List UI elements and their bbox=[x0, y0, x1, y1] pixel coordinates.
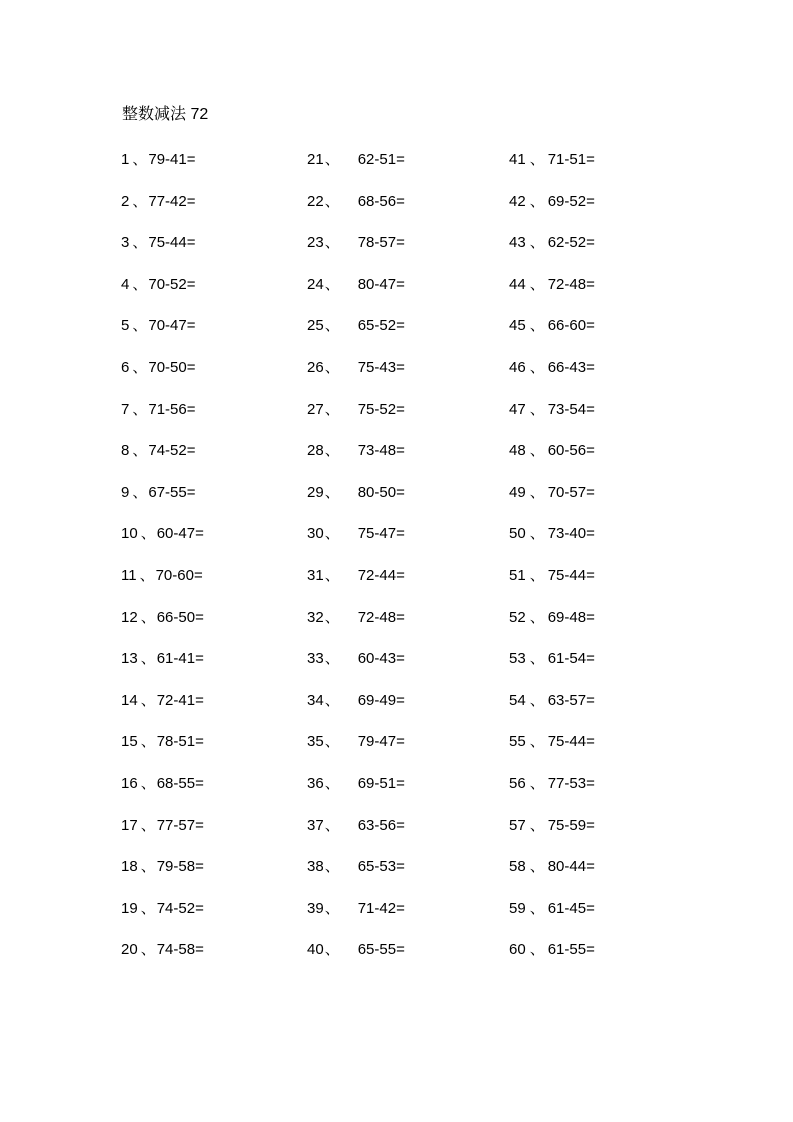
problem-number: 60 bbox=[509, 941, 526, 959]
problem-separator: 、 bbox=[324, 733, 340, 751]
problem-number: 9 bbox=[121, 483, 130, 501]
problem-item bbox=[307, 440, 405, 482]
problem-expression: 63-57= bbox=[547, 691, 595, 709]
problem-separator: 、 bbox=[529, 525, 545, 543]
problem-item bbox=[121, 399, 204, 441]
problem-expression: 65-53= bbox=[357, 858, 405, 876]
problem-number: 4 bbox=[121, 275, 130, 293]
problem-separator: 、 bbox=[140, 650, 156, 668]
problem-expression: 70-52= bbox=[148, 275, 196, 293]
problem-item bbox=[509, 232, 595, 274]
problem-expression: 61-54= bbox=[547, 650, 595, 668]
problem-number: 23 bbox=[307, 234, 324, 252]
problem-number: 10 bbox=[121, 525, 138, 543]
problem-number: 17 bbox=[121, 816, 138, 834]
problem-item bbox=[307, 149, 405, 191]
problem-separator: 、 bbox=[529, 816, 545, 834]
problem-number: 43 bbox=[509, 234, 526, 252]
problem-expression: 61-55= bbox=[547, 941, 595, 959]
problem-item bbox=[121, 482, 204, 524]
problem-number: 28 bbox=[307, 442, 324, 460]
problem-number: 15 bbox=[121, 733, 138, 751]
problem-expression: 73-54= bbox=[547, 400, 595, 418]
problem-expression: 78-51= bbox=[156, 733, 204, 751]
problem-item bbox=[509, 523, 595, 565]
problem-column-2 bbox=[307, 149, 405, 981]
problem-number: 44 bbox=[509, 275, 526, 293]
problem-expression: 70-60= bbox=[155, 566, 203, 584]
problem-separator: 、 bbox=[324, 608, 340, 626]
problem-separator: 、 bbox=[132, 483, 148, 501]
problem-item bbox=[509, 690, 595, 732]
problem-number: 59 bbox=[509, 899, 526, 917]
problem-separator: 、 bbox=[529, 608, 545, 626]
problem-number: 54 bbox=[509, 691, 526, 709]
problem-separator: 、 bbox=[324, 483, 340, 501]
problem-number: 50 bbox=[509, 525, 526, 543]
problem-item bbox=[509, 898, 595, 940]
problem-expression: 72-44= bbox=[357, 566, 405, 584]
problem-separator: 、 bbox=[139, 566, 155, 584]
problem-item bbox=[121, 191, 204, 233]
problem-separator: 、 bbox=[132, 192, 148, 210]
problem-expression: 65-55= bbox=[357, 941, 405, 959]
problem-expression: 71-56= bbox=[148, 400, 196, 418]
problem-item bbox=[509, 607, 595, 649]
problem-item bbox=[509, 482, 595, 524]
problem-item bbox=[121, 773, 204, 815]
problem-item bbox=[121, 648, 204, 690]
problem-separator: 、 bbox=[529, 275, 545, 293]
problem-expression: 80-44= bbox=[547, 858, 595, 876]
problem-number: 19 bbox=[121, 899, 138, 917]
problem-number: 51 bbox=[509, 566, 526, 584]
problem-item bbox=[121, 315, 204, 357]
problem-expression: 68-55= bbox=[156, 774, 204, 792]
problem-separator: 、 bbox=[140, 774, 156, 792]
problem-item bbox=[509, 731, 595, 773]
problem-expression: 72-41= bbox=[156, 691, 204, 709]
problem-number: 22 bbox=[307, 192, 324, 210]
problem-separator: 、 bbox=[324, 899, 340, 917]
problem-separator: 、 bbox=[140, 858, 156, 876]
problem-expression: 62-51= bbox=[357, 151, 405, 168]
problem-item bbox=[509, 274, 595, 316]
problem-item bbox=[121, 939, 204, 981]
problem-item bbox=[121, 898, 204, 940]
problem-expression: 79-47= bbox=[357, 733, 405, 751]
problem-expression: 75-44= bbox=[148, 234, 196, 252]
problem-expression: 77-57= bbox=[156, 816, 204, 834]
problem-expression: 65-52= bbox=[357, 317, 405, 335]
problem-separator: 、 bbox=[529, 483, 545, 501]
problem-expression: 73-40= bbox=[547, 525, 595, 543]
problem-number: 55 bbox=[509, 733, 526, 751]
problem-expression: 60-47= bbox=[156, 525, 204, 543]
problem-separator: 、 bbox=[529, 151, 545, 168]
problem-item bbox=[121, 232, 204, 274]
problem-separator: 、 bbox=[324, 525, 340, 543]
problem-number: 52 bbox=[509, 608, 526, 626]
problem-item bbox=[307, 565, 405, 607]
problem-item bbox=[307, 773, 405, 815]
problem-number: 42 bbox=[509, 192, 526, 210]
problem-item bbox=[509, 939, 595, 981]
problem-expression: 67-55= bbox=[148, 483, 196, 501]
problem-separator: 、 bbox=[324, 691, 340, 709]
problem-expression: 73-48= bbox=[357, 442, 405, 460]
problem-number: 36 bbox=[307, 774, 324, 792]
problem-separator: 、 bbox=[324, 774, 340, 792]
problem-expression: 62-52= bbox=[547, 234, 595, 252]
problem-separator: 、 bbox=[324, 650, 340, 668]
problem-number: 16 bbox=[121, 774, 138, 792]
problem-item bbox=[307, 482, 405, 524]
problem-separator: 、 bbox=[529, 941, 545, 959]
problem-expression: 80-47= bbox=[357, 275, 405, 293]
problem-number: 6 bbox=[121, 358, 130, 376]
problem-number: 58 bbox=[509, 858, 526, 876]
problem-column-3 bbox=[509, 149, 595, 981]
problem-item bbox=[121, 523, 204, 565]
problem-item bbox=[307, 856, 405, 898]
problem-number: 31 bbox=[307, 566, 324, 584]
problem-separator: 、 bbox=[132, 358, 148, 376]
problem-expression: 63-56= bbox=[357, 816, 405, 834]
problem-separator: 、 bbox=[324, 816, 340, 834]
problem-number: 2 bbox=[121, 192, 130, 210]
problem-separator: 、 bbox=[324, 400, 340, 418]
problem-number: 21 bbox=[307, 151, 324, 168]
problem-separator: 、 bbox=[324, 192, 340, 210]
problem-separator: 、 bbox=[529, 650, 545, 668]
problem-expression: 69-51= bbox=[357, 774, 405, 792]
problem-expression: 71-42= bbox=[357, 899, 405, 917]
problem-item bbox=[509, 191, 595, 233]
problem-number: 37 bbox=[307, 816, 324, 834]
problem-number: 30 bbox=[307, 525, 324, 543]
problem-number: 11 bbox=[121, 566, 137, 584]
problem-separator: 、 bbox=[324, 151, 340, 168]
problem-number: 34 bbox=[307, 691, 324, 709]
problem-separator: 、 bbox=[529, 358, 545, 376]
problem-item bbox=[509, 773, 595, 815]
problem-item bbox=[307, 815, 405, 857]
problem-number: 32 bbox=[307, 608, 324, 626]
problem-item bbox=[509, 856, 595, 898]
problem-expression: 61-45= bbox=[547, 899, 595, 917]
problem-separator: 、 bbox=[529, 317, 545, 335]
problem-item bbox=[121, 856, 204, 898]
problem-number: 57 bbox=[509, 816, 526, 834]
problem-expression: 60-56= bbox=[547, 442, 595, 460]
problem-expression: 75-43= bbox=[357, 358, 405, 376]
problem-expression: 79-58= bbox=[156, 858, 204, 876]
problem-separator: 、 bbox=[324, 941, 340, 959]
problem-item bbox=[509, 149, 595, 191]
problem-separator: 、 bbox=[324, 858, 340, 876]
problem-item bbox=[307, 939, 405, 981]
problem-number: 47 bbox=[509, 400, 526, 418]
problem-number: 7 bbox=[121, 400, 130, 418]
problem-item bbox=[121, 440, 204, 482]
problem-separator: 、 bbox=[529, 400, 545, 418]
problem-separator: 、 bbox=[324, 234, 340, 252]
problem-expression: 61-41= bbox=[156, 650, 204, 668]
problem-separator: 、 bbox=[529, 899, 545, 917]
problem-item bbox=[307, 523, 405, 565]
problem-expression: 77-53= bbox=[547, 774, 595, 792]
problem-number: 48 bbox=[509, 442, 526, 460]
problem-expression: 75-44= bbox=[547, 566, 595, 584]
problem-number: 13 bbox=[121, 650, 138, 668]
problem-item bbox=[121, 357, 204, 399]
problem-separator: 、 bbox=[132, 400, 148, 418]
problem-item bbox=[307, 274, 405, 316]
problem-item bbox=[307, 315, 405, 357]
problem-expression: 70-47= bbox=[148, 317, 196, 335]
problem-item bbox=[307, 357, 405, 399]
problem-separator: 、 bbox=[529, 566, 545, 584]
problem-item bbox=[307, 731, 405, 773]
problem-number: 26 bbox=[307, 358, 324, 376]
problem-item bbox=[121, 149, 204, 191]
problem-expression: 60-43= bbox=[357, 650, 405, 668]
problem-item bbox=[307, 399, 405, 441]
problem-number: 53 bbox=[509, 650, 526, 668]
problem-number: 18 bbox=[121, 858, 138, 876]
problem-expression: 69-48= bbox=[547, 608, 595, 626]
problem-expression: 66-43= bbox=[547, 358, 595, 376]
problem-expression: 68-56= bbox=[357, 192, 405, 210]
problem-item bbox=[509, 357, 595, 399]
problem-item bbox=[121, 731, 204, 773]
problem-expression: 75-59= bbox=[547, 816, 595, 834]
problem-item bbox=[121, 565, 204, 607]
problem-number: 12 bbox=[121, 608, 138, 626]
problem-column-1 bbox=[121, 149, 204, 981]
problem-separator: 、 bbox=[132, 442, 148, 460]
problem-number: 56 bbox=[509, 774, 526, 792]
problem-number: 24 bbox=[307, 275, 324, 293]
problem-item bbox=[307, 648, 405, 690]
problem-separator: 、 bbox=[132, 151, 148, 168]
problem-separator: 、 bbox=[140, 608, 156, 626]
problem-number: 1 bbox=[121, 151, 130, 168]
problem-separator: 、 bbox=[324, 442, 340, 460]
problem-item bbox=[509, 815, 595, 857]
problem-separator: 、 bbox=[140, 733, 156, 751]
problem-separator: 、 bbox=[529, 733, 545, 751]
problem-number: 5 bbox=[121, 317, 130, 335]
problem-separator: 、 bbox=[529, 691, 545, 709]
problem-separator: 、 bbox=[529, 858, 545, 876]
problem-separator: 、 bbox=[324, 358, 340, 376]
problem-expression: 66-60= bbox=[547, 317, 595, 335]
problem-expression: 78-57= bbox=[357, 234, 405, 252]
problem-expression: 75-52= bbox=[357, 400, 405, 418]
problem-expression: 69-52= bbox=[547, 192, 595, 210]
problem-item bbox=[307, 191, 405, 233]
problem-item bbox=[509, 648, 595, 690]
problem-expression: 79-41= bbox=[148, 151, 196, 168]
problem-item bbox=[121, 690, 204, 732]
problem-separator: 、 bbox=[324, 566, 340, 584]
problem-number: 29 bbox=[307, 483, 324, 501]
problem-separator: 、 bbox=[140, 816, 156, 834]
problem-expression: 72-48= bbox=[357, 608, 405, 626]
problem-item bbox=[121, 607, 204, 649]
problem-number: 35 bbox=[307, 733, 324, 751]
problem-expression: 69-49= bbox=[357, 691, 405, 709]
problem-item bbox=[307, 607, 405, 649]
problem-item bbox=[509, 565, 595, 607]
problem-separator: 、 bbox=[529, 192, 545, 210]
problem-item bbox=[307, 898, 405, 940]
problem-expression: 74-52= bbox=[148, 442, 196, 460]
problem-item bbox=[509, 440, 595, 482]
problem-item bbox=[307, 690, 405, 732]
problem-number: 40 bbox=[307, 941, 324, 959]
problem-separator: 、 bbox=[529, 234, 545, 252]
problem-separator: 、 bbox=[324, 317, 340, 335]
problem-number: 39 bbox=[307, 899, 324, 917]
problem-separator: 、 bbox=[529, 442, 545, 460]
problem-number: 27 bbox=[307, 400, 324, 418]
problem-number: 8 bbox=[121, 442, 130, 460]
problem-item bbox=[121, 274, 204, 316]
problem-separator: 、 bbox=[140, 525, 156, 543]
problem-number: 41 bbox=[509, 151, 526, 168]
problem-expression: 72-48= bbox=[547, 275, 595, 293]
problem-separator: 、 bbox=[324, 275, 340, 293]
problem-item bbox=[121, 815, 204, 857]
problem-number: 38 bbox=[307, 858, 324, 876]
problem-number: 25 bbox=[307, 317, 324, 335]
problem-number: 14 bbox=[121, 691, 138, 709]
problem-expression: 75-44= bbox=[547, 733, 595, 751]
problem-number: 49 bbox=[509, 483, 526, 501]
problem-expression: 70-50= bbox=[148, 358, 196, 376]
problem-expression: 74-58= bbox=[156, 941, 204, 959]
problem-separator: 、 bbox=[132, 275, 148, 293]
problem-number: 46 bbox=[509, 358, 526, 376]
problem-separator: 、 bbox=[140, 899, 156, 917]
problem-expression: 75-47= bbox=[357, 525, 405, 543]
problem-expression: 77-42= bbox=[148, 192, 196, 210]
problem-item bbox=[509, 315, 595, 357]
problem-number: 3 bbox=[121, 234, 130, 252]
problem-expression: 71-51= bbox=[547, 151, 595, 168]
problem-separator: 、 bbox=[140, 691, 156, 709]
problem-number: 45 bbox=[509, 317, 526, 335]
page-title: 整数减法 72 bbox=[122, 106, 209, 123]
problem-expression: 66-50= bbox=[156, 608, 204, 626]
problem-number: 20 bbox=[121, 941, 138, 959]
problem-separator: 、 bbox=[529, 774, 545, 792]
problem-separator: 、 bbox=[140, 941, 156, 959]
problem-expression: 80-50= bbox=[357, 483, 405, 501]
problem-expression: 74-52= bbox=[156, 899, 204, 917]
problem-item bbox=[307, 232, 405, 274]
problem-separator: 、 bbox=[132, 317, 148, 335]
problem-number: 33 bbox=[307, 650, 324, 668]
problem-item bbox=[509, 399, 595, 441]
problem-expression: 70-57= bbox=[547, 483, 595, 501]
problem-separator: 、 bbox=[132, 234, 148, 252]
